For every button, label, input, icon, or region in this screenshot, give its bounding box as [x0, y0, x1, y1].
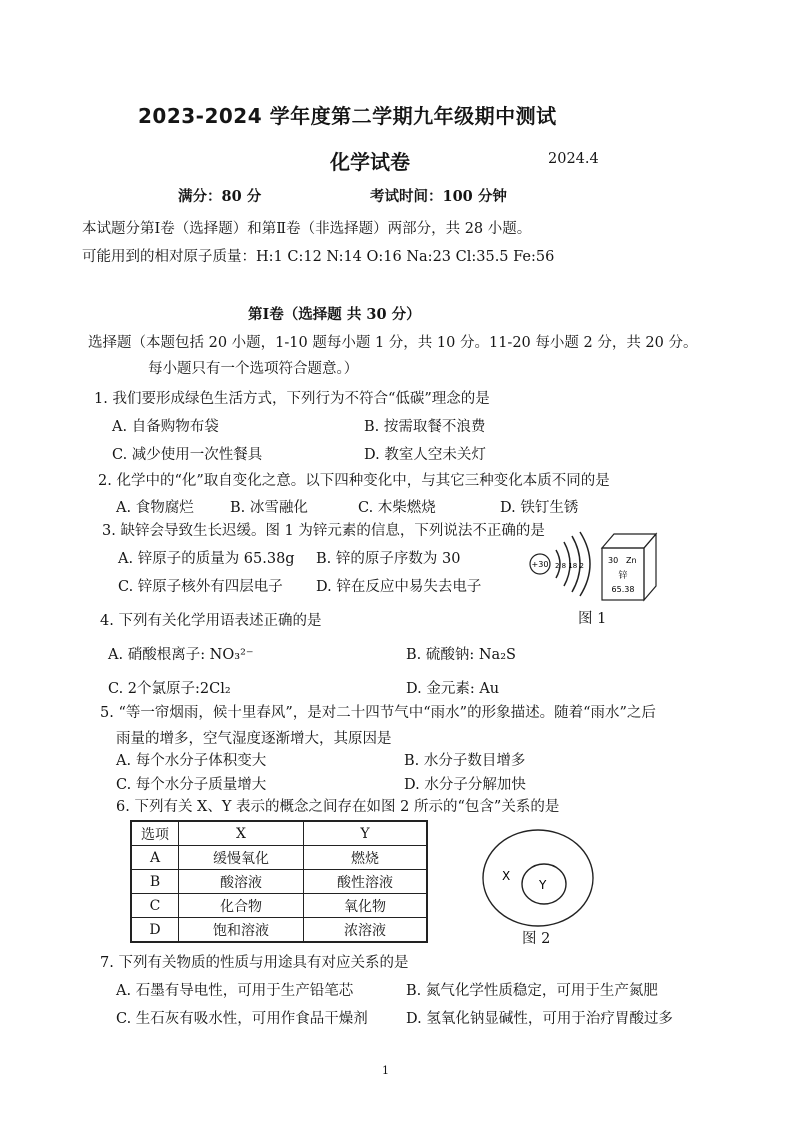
q5-option-b: B. 水分子数目增多: [404, 753, 526, 769]
table-cell: 燃烧: [304, 846, 428, 870]
table-cell: 饱和溶液: [179, 918, 304, 943]
atomic-masses: 可能用到的相对原子质量：H:1 C:12 N:14 O:16 Na:23 Cl:35.5 Fe:56: [82, 249, 555, 265]
page-number: 1: [382, 1064, 389, 1077]
q1-option-c: C. 减少使用一次性餐具: [112, 447, 263, 463]
table-row: [131, 846, 427, 870]
table-row: [131, 918, 427, 943]
q2-option-a: A. 食物腐烂: [116, 500, 194, 516]
paper-subject: 化学试卷: [330, 150, 410, 174]
table-row: [131, 894, 427, 918]
section-title: 第Ⅰ卷（选择题 共 30 分）: [248, 306, 421, 323]
exam-time: 考试时间：100 分钟: [370, 188, 507, 205]
q7-option-d: D. 氢氧化钠显碱性，可用于治疗胃酸过多: [406, 1011, 673, 1027]
section-instructions-1: 选择题（本题包括 20 小题，1-10 题每小题 1 分，共 10 分。11-20 每小题 2 分，共 20 分。: [88, 335, 698, 351]
element-name: 锌: [618, 571, 628, 581]
q5-option-c: C. 每个水分子质量增大: [116, 777, 267, 793]
q3-option-a: A. 锌原子的质量为 65.38g: [118, 551, 295, 567]
q4-stem: 4. 下列有关化学用语表述正确的是: [100, 613, 322, 629]
q6-options-table: [130, 820, 428, 943]
element-symbol: Zn: [626, 556, 637, 565]
q4-option-a: A. 硝酸根离子: NO₃²⁻: [108, 647, 254, 663]
q5-stem: 5. “等一帘烟雨，候十里春风”，是对二十四节气中“雨水”的形象描述。随着“雨水”之后: [100, 705, 656, 721]
q5-stem-2: 雨量的增多，空气湿度逐渐增大，其原因是: [116, 731, 392, 747]
table-cell: 酸溶液: [179, 870, 304, 894]
q7-option-a: A. 石墨有导电性，可用于生产铅笔芯: [116, 983, 354, 999]
table-cell: 酸性溶液: [304, 870, 428, 894]
table-cell: C: [131, 894, 179, 918]
table-header-cell: Y: [304, 821, 428, 846]
q7-option-b: B. 氮气化学性质稳定，可用于生产氮肥: [406, 983, 658, 999]
q3-option-b: B. 锌的原子序数为 30: [316, 551, 461, 567]
table-row: [131, 870, 427, 894]
paper-intro: 本试题分第Ⅰ卷（选择题）和第Ⅱ卷（非选择题）两部分，共 28 小题。: [82, 221, 532, 237]
q3-option-d: D. 锌在反应中易失去电子: [316, 579, 482, 595]
figure-2-caption: 图 2: [522, 931, 551, 947]
q6-stem: 6. 下列有关 X、Y 表示的概念之间存在如图 2 所示的“包含”关系的是: [116, 799, 560, 815]
q1-option-a: A. 自备购物布袋: [112, 419, 219, 435]
q1-option-b: B. 按需取餐不浪费: [364, 419, 486, 435]
nucleus-charge: +30: [531, 560, 549, 569]
set-y-label: Y: [539, 878, 547, 892]
q3-option-c: C. 锌原子核外有四层电子: [118, 579, 283, 595]
q4-option-d: D. 金元素: Au: [406, 681, 500, 697]
q2-option-c: C. 木柴燃烧: [358, 500, 436, 516]
set-x-label: X: [502, 869, 511, 883]
atomic-number: 30: [608, 556, 619, 565]
table-cell: B: [131, 870, 179, 894]
q4-option-b: B. 硫酸钠: Na₂S: [406, 647, 516, 663]
q1-stem: 1. 我们要形成绿色生活方式，下列行为不符合“低碳”理念的是: [94, 391, 490, 407]
q2-stem: 2. 化学中的“化”取自变化之意。以下四种变化中，与其它三种变化本质不同的是: [98, 473, 610, 489]
q5-option-d: D. 水分子分解加快: [404, 777, 526, 793]
zinc-element-cell: [598, 530, 660, 602]
table-cell: 化合物: [179, 894, 304, 918]
q1-option-d: D. 教室人空未关灯: [364, 447, 486, 463]
q2-option-b: B. 冰雪融化: [230, 500, 308, 516]
table-cell: D: [131, 918, 179, 943]
full-score: 满分：80 分: [178, 188, 262, 205]
table-cell: 缓慢氧化: [179, 846, 304, 870]
q7-stem: 7. 下列有关物质的性质与用途具有对应关系的是: [100, 955, 409, 971]
q2-option-d: D. 铁钉生锈: [500, 500, 579, 516]
section-instructions-2: 每小题只有一个选项符合题意。）: [148, 361, 359, 377]
exam-title: 2023-2024 学年度第二学期九年级期中测试: [138, 104, 557, 128]
q4-option-c: C. 2个氯原子:2Cl₂: [108, 681, 231, 697]
table-header-cell: 选项: [131, 821, 179, 846]
exam-date: 2024.4: [548, 151, 599, 167]
figure-1-caption: 图 1: [578, 611, 607, 627]
containment-diagram: [480, 826, 600, 930]
atomic-mass: 65.38: [611, 585, 635, 594]
table-header-row: [131, 821, 427, 846]
table-cell: A: [131, 846, 179, 870]
q7-option-c: C. 生石灰有吸水性，可用作食品干燥剂: [116, 1011, 368, 1027]
q3-stem: 3. 缺锌会导致生长迟缓。图 1 为锌元素的信息，下列说法不正确的是: [102, 523, 545, 539]
table-header-cell: X: [179, 821, 304, 846]
table-cell: 氧化物: [304, 894, 428, 918]
table-cell: 浓溶液: [304, 918, 428, 943]
electron-shells: 2 8 18 2: [555, 562, 584, 570]
q5-option-a: A. 每个水分子体积变大: [116, 753, 267, 769]
